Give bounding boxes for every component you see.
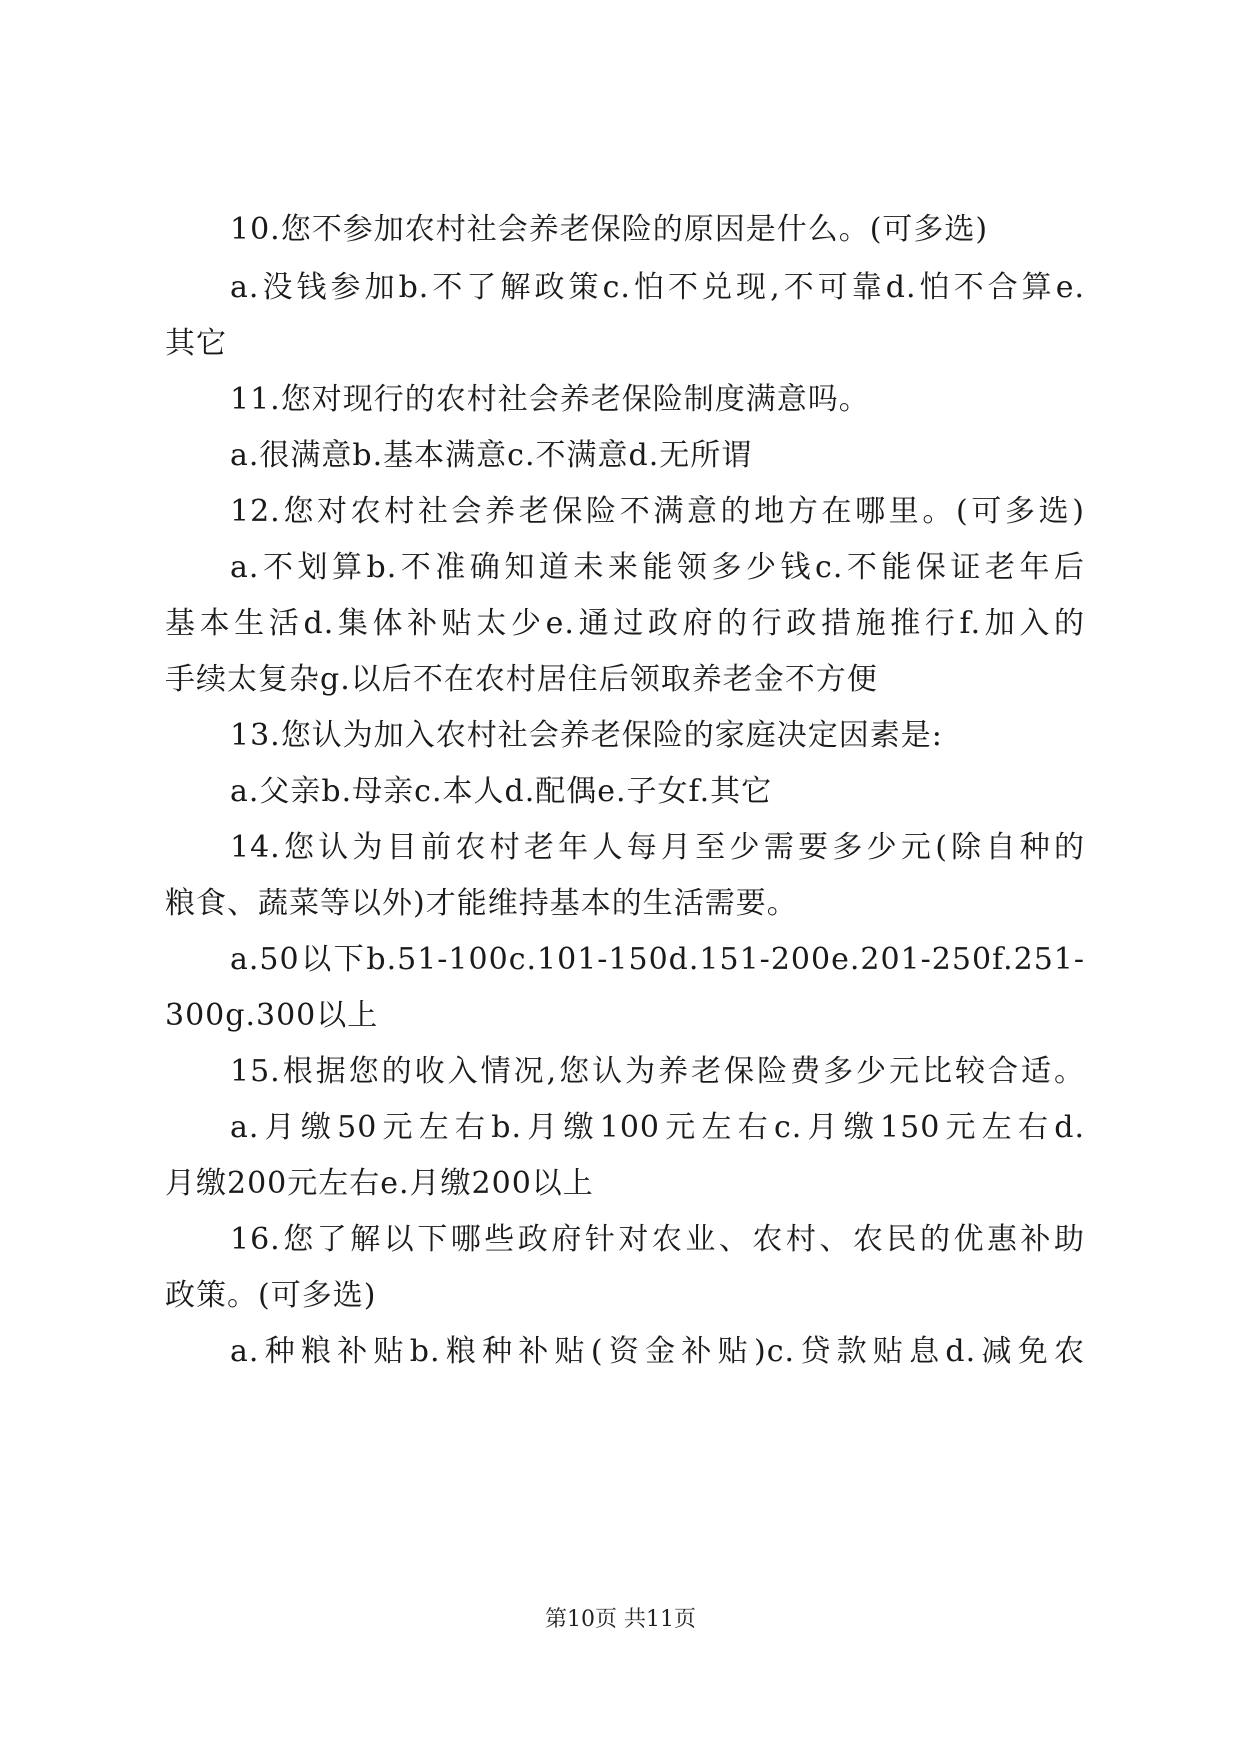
question-12-options-cont-1: 基本生活d.集体补贴太少e.通过政府的行政措施推行f.加入的 <box>165 606 1085 641</box>
question-12-options-cont-2: 手续太复杂g.以后不在农村居住后领取养老金不方便 <box>165 662 878 697</box>
question-16-cont: 政策。(可多选) <box>165 1278 377 1313</box>
question-10-options: a.没钱参加b.不了解政策c.怕不兑现,不可靠d.怕不合算e. <box>230 270 1085 305</box>
question-11-options: a.很满意b.基本满意c.不满意d.无所谓 <box>230 438 753 473</box>
question-15-options: a.月缴50元左右b.月缴100元左右c.月缴150元左右d. <box>230 1110 1085 1145</box>
question-14-options: a.50以下b.51-100c.101-150d.151-200e.201-250f.251- <box>230 942 1085 977</box>
question-13-options: a.父亲b.母亲c.本人d.配偶e.子女f.其它 <box>230 774 773 809</box>
question-12-options: a.不划算b.不准确知道未来能领多少钱c.不能保证老年后 <box>230 550 1085 585</box>
question-10-options-cont: 其它 <box>165 326 227 361</box>
question-12: 12.您对农村社会养老保险不满意的地方在哪里。(可多选) <box>230 494 1085 529</box>
question-15-options-cont: 月缴200元左右e.月缴200以上 <box>165 1166 594 1201</box>
question-14-options-cont: 300g.300以上 <box>165 998 379 1033</box>
page-footer: 第10页 共11页 <box>545 1607 696 1632</box>
question-11: 11.您对现行的农村社会养老保险制度满意吗。 <box>230 382 870 417</box>
question-15: 15.根据您的收入情况,您认为养老保险费多少元比较合适。 <box>230 1054 1085 1089</box>
question-10: 10.您不参加农村社会养老保险的原因是什么。(可多选) <box>230 212 989 247</box>
question-14-cont: 粮食、蔬菜等以外)才能维持基本的生活需要。 <box>165 886 798 921</box>
question-14: 14.您认为目前农村老年人每月至少需要多少元(除自种的 <box>230 830 1085 865</box>
question-16-options: a.种粮补贴b.粮种补贴(资金补贴)c.贷款贴息d.减免农 <box>230 1334 1085 1369</box>
question-13: 13.您认为加入农村社会养老保险的家庭决定因素是: <box>230 718 943 753</box>
question-16: 16.您了解以下哪些政府针对农业、农村、农民的优惠补助 <box>230 1222 1085 1257</box>
